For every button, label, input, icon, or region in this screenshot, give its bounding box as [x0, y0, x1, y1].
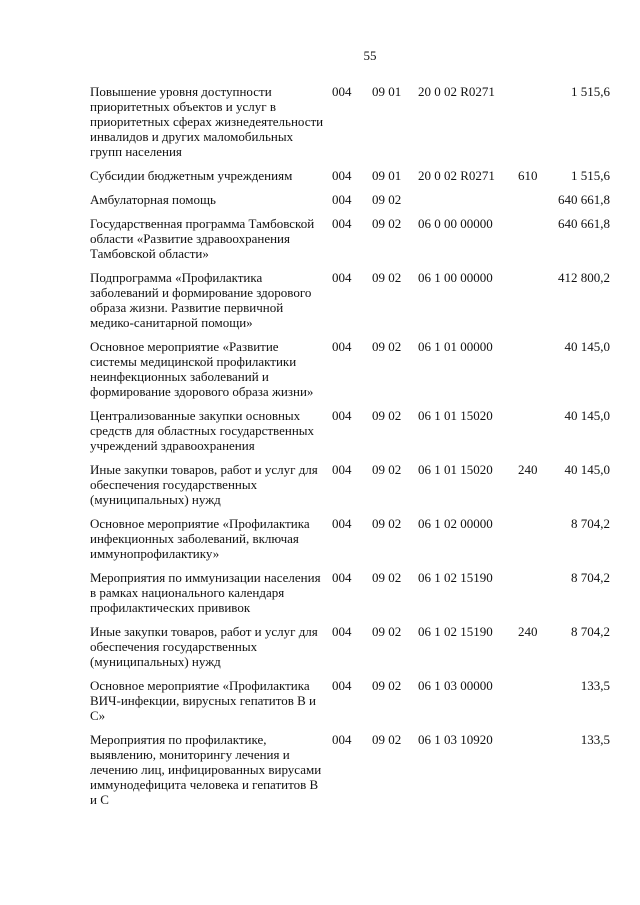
row-name-text: Субсидии бюджетным учреждениям	[90, 168, 293, 183]
row-dept-code	[332, 84, 366, 168]
row-sum	[550, 678, 610, 732]
row-section-text: 09 02	[372, 732, 402, 747]
row-expense-type	[518, 270, 550, 339]
row-sum-text: 1 515,6	[571, 168, 610, 183]
row-name-text: Повышение уровня доступности приоритетных объектов и услуг в приоритетных сферах жизнедеятельности инвалидов и других маломобильных групп населения	[90, 84, 324, 159]
row-expense-type	[518, 168, 550, 192]
row-dept-code	[332, 732, 366, 816]
row-sum-text: 8 704,2	[571, 516, 610, 531]
row-expense-type	[518, 570, 550, 624]
row-sum	[550, 408, 610, 462]
row-name	[90, 192, 332, 216]
row-target-code	[418, 462, 518, 516]
table-row	[90, 570, 610, 624]
row-name	[90, 462, 332, 516]
table-row	[90, 270, 610, 339]
row-dept-code	[332, 270, 366, 339]
row-target-code	[418, 192, 518, 216]
row-name-text: Мероприятия по профилактике, выявлению, мониторингу лечения и лечению лиц, инфицированных вирусами иммунодефицита человека и гепатитов В и С	[90, 732, 322, 807]
row-section	[366, 732, 418, 816]
row-section-text: 09 02	[372, 570, 402, 585]
row-name	[90, 168, 332, 192]
row-target-code-text: 06 1 01 00000	[418, 339, 493, 354]
row-sum-text: 40 145,0	[564, 462, 610, 477]
row-target-code	[418, 84, 518, 168]
row-section	[366, 192, 418, 216]
row-expense-type	[518, 84, 550, 168]
row-name	[90, 339, 332, 408]
row-dept-code	[332, 624, 366, 678]
row-dept-code-text: 004	[332, 570, 352, 585]
budget-table	[90, 84, 610, 816]
row-target-code-text: 06 1 02 15190	[418, 624, 493, 639]
row-dept-code	[332, 339, 366, 408]
row-name-text: Амбулаторная помощь	[90, 192, 216, 207]
row-sum	[550, 339, 610, 408]
row-sum-text: 640 661,8	[558, 216, 610, 231]
row-sum-text: 8 704,2	[571, 570, 610, 585]
row-sum-text: 1 515,6	[571, 84, 610, 99]
row-dept-code	[332, 168, 366, 192]
row-target-code	[418, 732, 518, 816]
row-name	[90, 732, 332, 816]
table-row	[90, 192, 610, 216]
row-name-text: Государственная программа Тамбовской области «Развитие здравоохранения Тамбовской области»	[90, 216, 315, 261]
table-body	[90, 84, 610, 816]
row-section-text: 09 02	[372, 339, 402, 354]
row-name	[90, 678, 332, 732]
row-dept-code	[332, 408, 366, 462]
row-expense-type	[518, 624, 550, 678]
row-target-code-text: 06 1 03 00000	[418, 678, 493, 693]
table-row	[90, 168, 610, 192]
table-row	[90, 216, 610, 270]
row-target-code-text: 06 0 00 00000	[418, 216, 493, 231]
row-name-text: Иные закупки товаров, работ и услуг для обеспечения государственных (муниципальных) нужд	[90, 624, 318, 669]
row-dept-code-text: 004	[332, 339, 352, 354]
row-expense-type	[518, 216, 550, 270]
row-dept-code-text: 004	[332, 216, 352, 231]
row-expense-type	[518, 732, 550, 816]
row-target-code	[418, 270, 518, 339]
row-name-text: Подпрограмма «Профилактика заболеваний и формирование здорового образа жизни. Развитие первичной медико-санитарной помощи»	[90, 270, 312, 330]
row-dept-code	[332, 570, 366, 624]
row-dept-code-text: 004	[332, 408, 352, 423]
row-dept-code-text: 004	[332, 462, 352, 477]
row-sum	[550, 192, 610, 216]
row-section	[366, 168, 418, 192]
row-sum	[550, 732, 610, 816]
row-target-code	[418, 624, 518, 678]
row-target-code	[418, 516, 518, 570]
row-sum	[550, 570, 610, 624]
row-target-code	[418, 216, 518, 270]
row-name	[90, 84, 332, 168]
table-row	[90, 732, 610, 816]
row-sum-text: 640 661,8	[558, 192, 610, 207]
row-target-code	[418, 678, 518, 732]
row-sum	[550, 270, 610, 339]
row-target-code-text: 20 0 02 R0271	[418, 168, 495, 183]
row-target-code-text: 06 1 03 10920	[418, 732, 493, 747]
row-sum-text: 8 704,2	[571, 624, 610, 639]
row-expense-type	[518, 516, 550, 570]
row-dept-code-text: 004	[332, 624, 352, 639]
row-dept-code-text: 004	[332, 84, 352, 99]
row-expense-type	[518, 192, 550, 216]
row-section-text: 09 02	[372, 270, 402, 285]
row-target-code-text: 06 1 02 15190	[418, 570, 493, 585]
row-target-code-text: 06 1 00 00000	[418, 270, 493, 285]
row-sum	[550, 84, 610, 168]
row-target-code-text: 06 1 01 15020	[418, 408, 493, 423]
row-section-text: 09 02	[372, 516, 402, 531]
row-section-text: 09 02	[372, 624, 402, 639]
row-name-text: Основное мероприятие «Профилактика инфекционных заболеваний, включая иммунопрофилактику»	[90, 516, 310, 561]
row-name-text: Основное мероприятие «Профилактика ВИЧ-инфекции, вирусных гепатитов В и С»	[90, 678, 317, 723]
row-dept-code-text: 004	[332, 270, 352, 285]
row-section	[366, 339, 418, 408]
row-expense-type	[518, 678, 550, 732]
row-expense-type-text: 240	[518, 462, 538, 477]
row-expense-type	[518, 408, 550, 462]
row-name	[90, 270, 332, 339]
page-number: 55	[363, 48, 377, 63]
row-target-code	[418, 339, 518, 408]
row-dept-code-text: 004	[332, 732, 352, 747]
row-name-text: Мероприятия по иммунизации населения в рамках национального календаря профилактических прививок	[90, 570, 321, 615]
row-expense-type	[518, 339, 550, 408]
row-dept-code	[332, 462, 366, 516]
row-expense-type	[518, 462, 550, 516]
row-section-text: 09 02	[372, 678, 402, 693]
row-section-text: 09 02	[372, 462, 402, 477]
row-sum-text: 133,5	[580, 678, 610, 693]
row-target-code	[418, 168, 518, 192]
row-dept-code-text: 004	[332, 192, 352, 207]
row-sum	[550, 168, 610, 192]
row-section	[366, 408, 418, 462]
row-sum-text: 40 145,0	[564, 408, 610, 423]
row-sum	[550, 624, 610, 678]
row-section	[366, 570, 418, 624]
row-name	[90, 408, 332, 462]
row-name	[90, 516, 332, 570]
row-dept-code	[332, 516, 366, 570]
row-expense-type-text: 240	[518, 624, 538, 639]
row-dept-code-text: 004	[332, 168, 352, 183]
row-sum-text: 412 800,2	[558, 270, 610, 285]
row-sum	[550, 516, 610, 570]
row-target-code	[418, 408, 518, 462]
table-row	[90, 678, 610, 732]
row-sum-text: 40 145,0	[564, 339, 610, 354]
row-dept-code-text: 004	[332, 678, 352, 693]
row-section-text: 09 01	[372, 168, 402, 183]
row-sum	[550, 462, 610, 516]
row-section-text: 09 02	[372, 192, 402, 207]
row-dept-code	[332, 192, 366, 216]
row-section-text: 09 02	[372, 216, 402, 231]
table-row	[90, 84, 610, 168]
row-section-text: 09 01	[372, 84, 402, 99]
row-target-code-text: 06 1 01 15020	[418, 462, 493, 477]
table-row	[90, 516, 610, 570]
row-section	[366, 270, 418, 339]
row-section-text: 09 02	[372, 408, 402, 423]
table-row	[90, 408, 610, 462]
row-section	[366, 516, 418, 570]
row-target-code-text: 20 0 02 R0271	[418, 84, 495, 99]
row-sum	[550, 216, 610, 270]
table-row	[90, 339, 610, 408]
row-name	[90, 624, 332, 678]
row-dept-code-text: 004	[332, 516, 352, 531]
row-section	[366, 84, 418, 168]
row-sum-text: 133,5	[580, 732, 610, 747]
row-target-code-text: 06 1 02 00000	[418, 516, 493, 531]
row-target-code	[418, 570, 518, 624]
row-name	[90, 216, 332, 270]
row-name-text: Иные закупки товаров, работ и услуг для обеспечения государственных (муниципальных) нужд	[90, 462, 318, 507]
row-name-text: Централизованные закупки основных средств для областных государственных учреждений здравоохранения	[90, 408, 315, 453]
row-dept-code	[332, 678, 366, 732]
row-name	[90, 570, 332, 624]
row-name-text: Основное мероприятие «Развитие системы медицинской профилактики неинфекционных заболеваний и формирование здорового образа жизни»	[90, 339, 314, 399]
row-section	[366, 678, 418, 732]
row-section	[366, 462, 418, 516]
row-section	[366, 624, 418, 678]
row-expense-type-text: 610	[518, 168, 538, 183]
table-row	[90, 462, 610, 516]
row-dept-code	[332, 216, 366, 270]
row-section	[366, 216, 418, 270]
table-row	[90, 624, 610, 678]
